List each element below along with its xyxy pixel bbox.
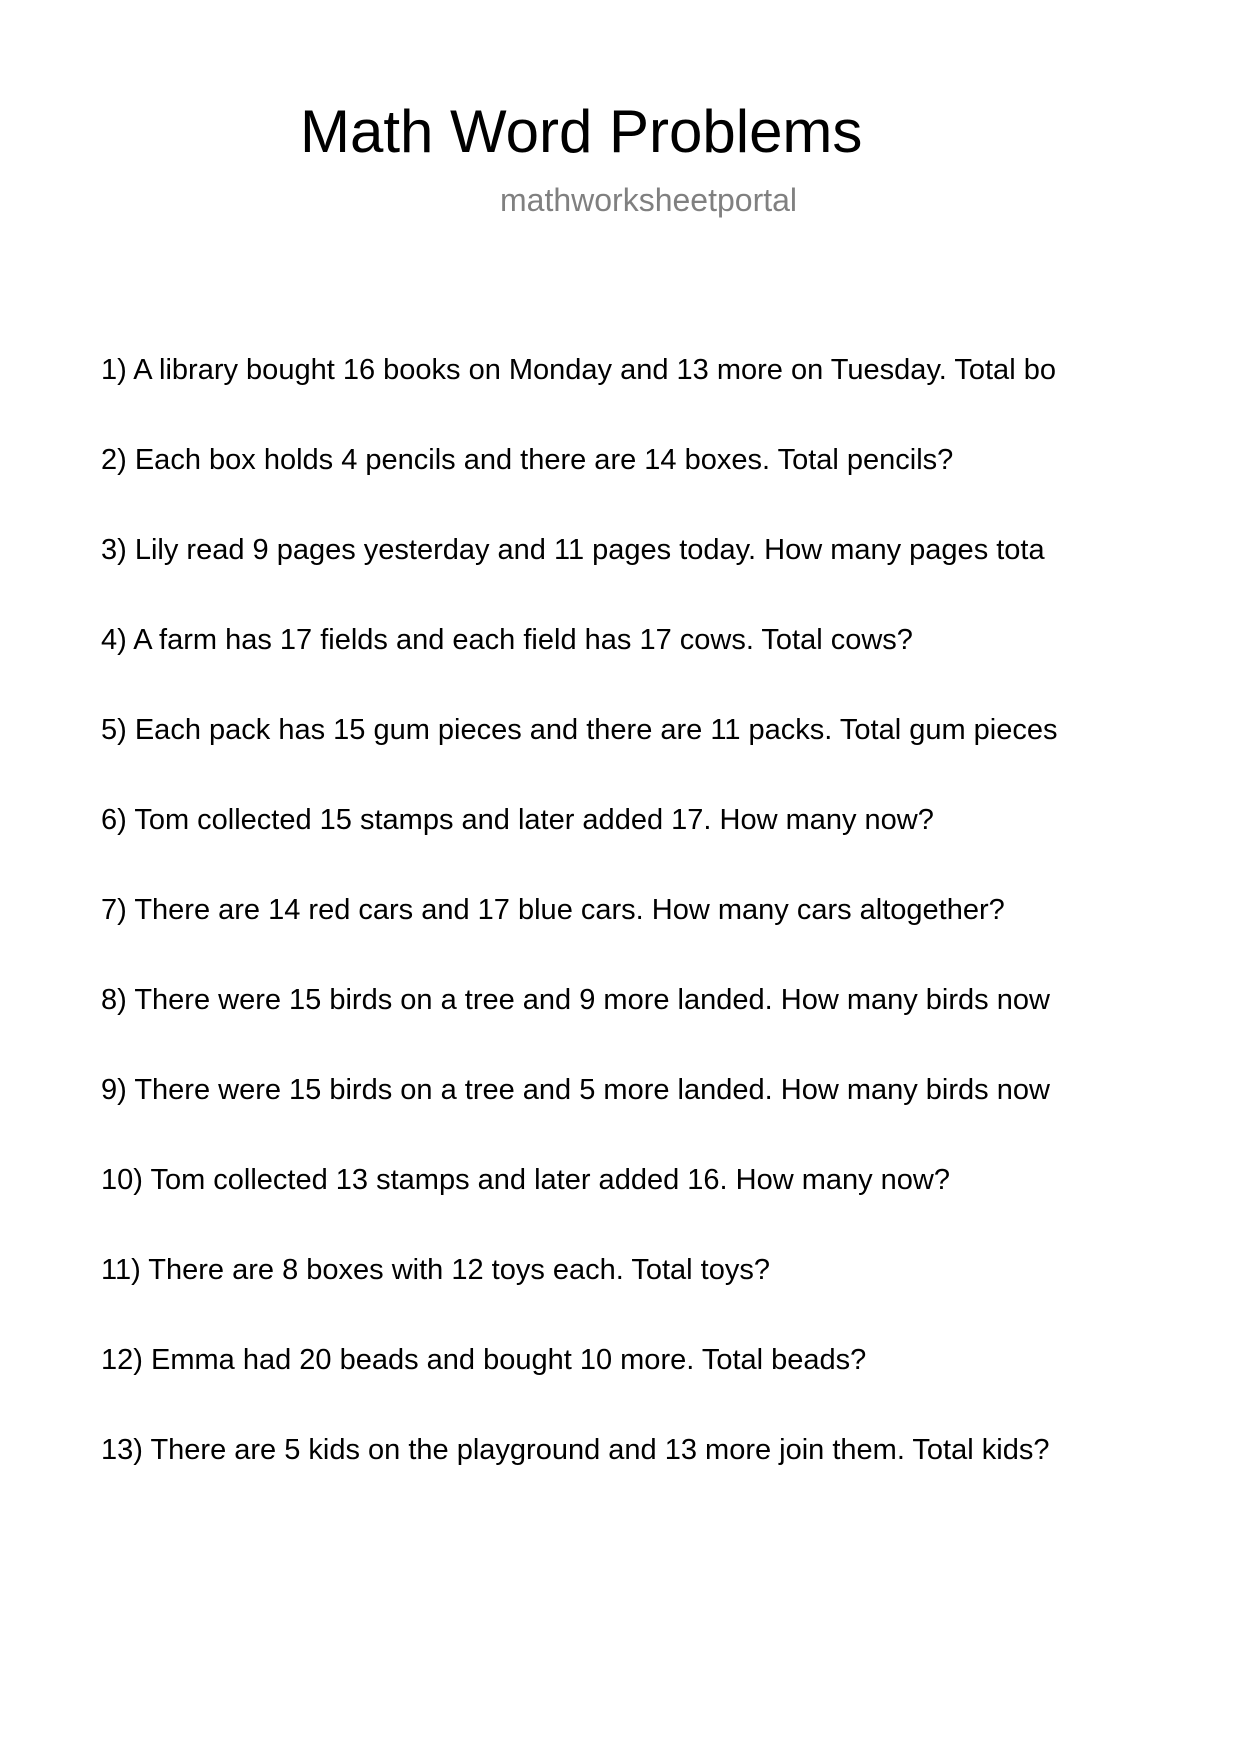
problem-item: 8) There were 15 birds on a tree and 9 more landed. How many birds now [101, 984, 1050, 1016]
page-subtitle: mathworksheetportal [500, 182, 798, 218]
problem-item: 13) There are 5 kids on the playground and 13 more join them. Total kids? [101, 1434, 1050, 1466]
problem-item: 3) Lily read 9 pages yesterday and 11 pages today. How many pages tota [101, 534, 1045, 566]
problem-item: 12) Emma had 20 beads and bought 10 more. Total beads? [101, 1344, 867, 1376]
problem-item: 4) A farm has 17 fields and each field has 17 cows. Total cows? [101, 624, 913, 656]
problem-list [101, 350, 1058, 1520]
problem-item: 10) Tom collected 13 stamps and later added 16. How many now? [101, 1164, 951, 1196]
problem-item: 2) Each box holds 4 pencils and there are 14 boxes. Total pencils? [101, 444, 954, 476]
page-title: Math Word Problems [300, 98, 863, 165]
problem-item: 11) There are 8 boxes with 12 toys each. Total toys? [101, 1254, 770, 1286]
problem-item: 7) There are 14 red cars and 17 blue cars. How many cars altogether? [101, 894, 1005, 926]
problem-item: 9) There were 15 birds on a tree and 5 more landed. How many birds now [101, 1074, 1050, 1106]
problem-item: 6) Tom collected 15 stamps and later added 17. How many now? [101, 804, 934, 836]
problem-item: 5) Each pack has 15 gum pieces and there are 11 packs. Total gum pieces [101, 714, 1058, 746]
problem-item: 1) A library bought 16 books on Monday and 13 more on Tuesday. Total bo [101, 354, 1056, 386]
